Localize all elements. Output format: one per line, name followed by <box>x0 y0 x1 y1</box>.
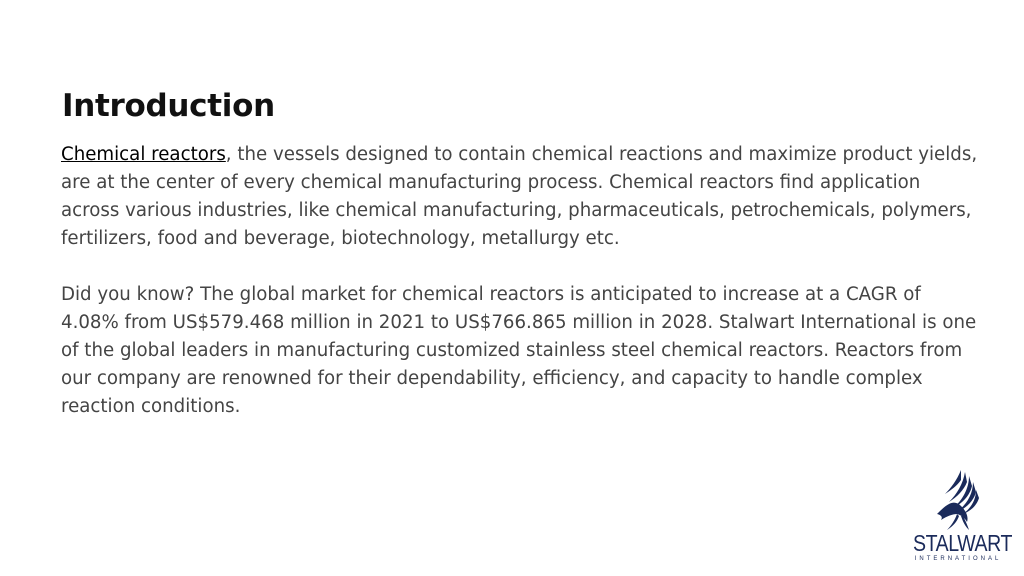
eagle-icon <box>927 470 987 532</box>
page-title: Introduction <box>62 88 275 124</box>
paragraph-intro-text: , the vessels designed to contain chemical reactions and maximize product yields, are at the center of every chemical manufacturing process. Chemical reactors find application across various industries, like chemical manufacturing, pharmaceuticals, petrochemicals, polymers, fertilizers, food and beverage, biotechnology, metallurgy etc. <box>61 144 978 249</box>
logo-subtitle: INTERNATIONAL <box>914 556 1002 562</box>
paragraph-market: Did you know? The global market for chemical reactors is anticipated to increase at a CAGR of 4.08% from US$579.468 million in 2021 to US$766.865 million in 2028. Stalwart International is one of the global leaders in manufacturing customized stainless steel chemical reactors. Reactors from our company are renowned for their dependability, efficiency, and capacity to handle complex reaction conditions. <box>61 284 977 417</box>
body-text <box>61 141 981 421</box>
logo-name: STALWART <box>912 530 1013 556</box>
paragraph-intro <box>61 141 981 253</box>
chemical-reactors-link[interactable]: Chemical reactors <box>61 144 226 165</box>
company-logo <box>905 470 1011 566</box>
